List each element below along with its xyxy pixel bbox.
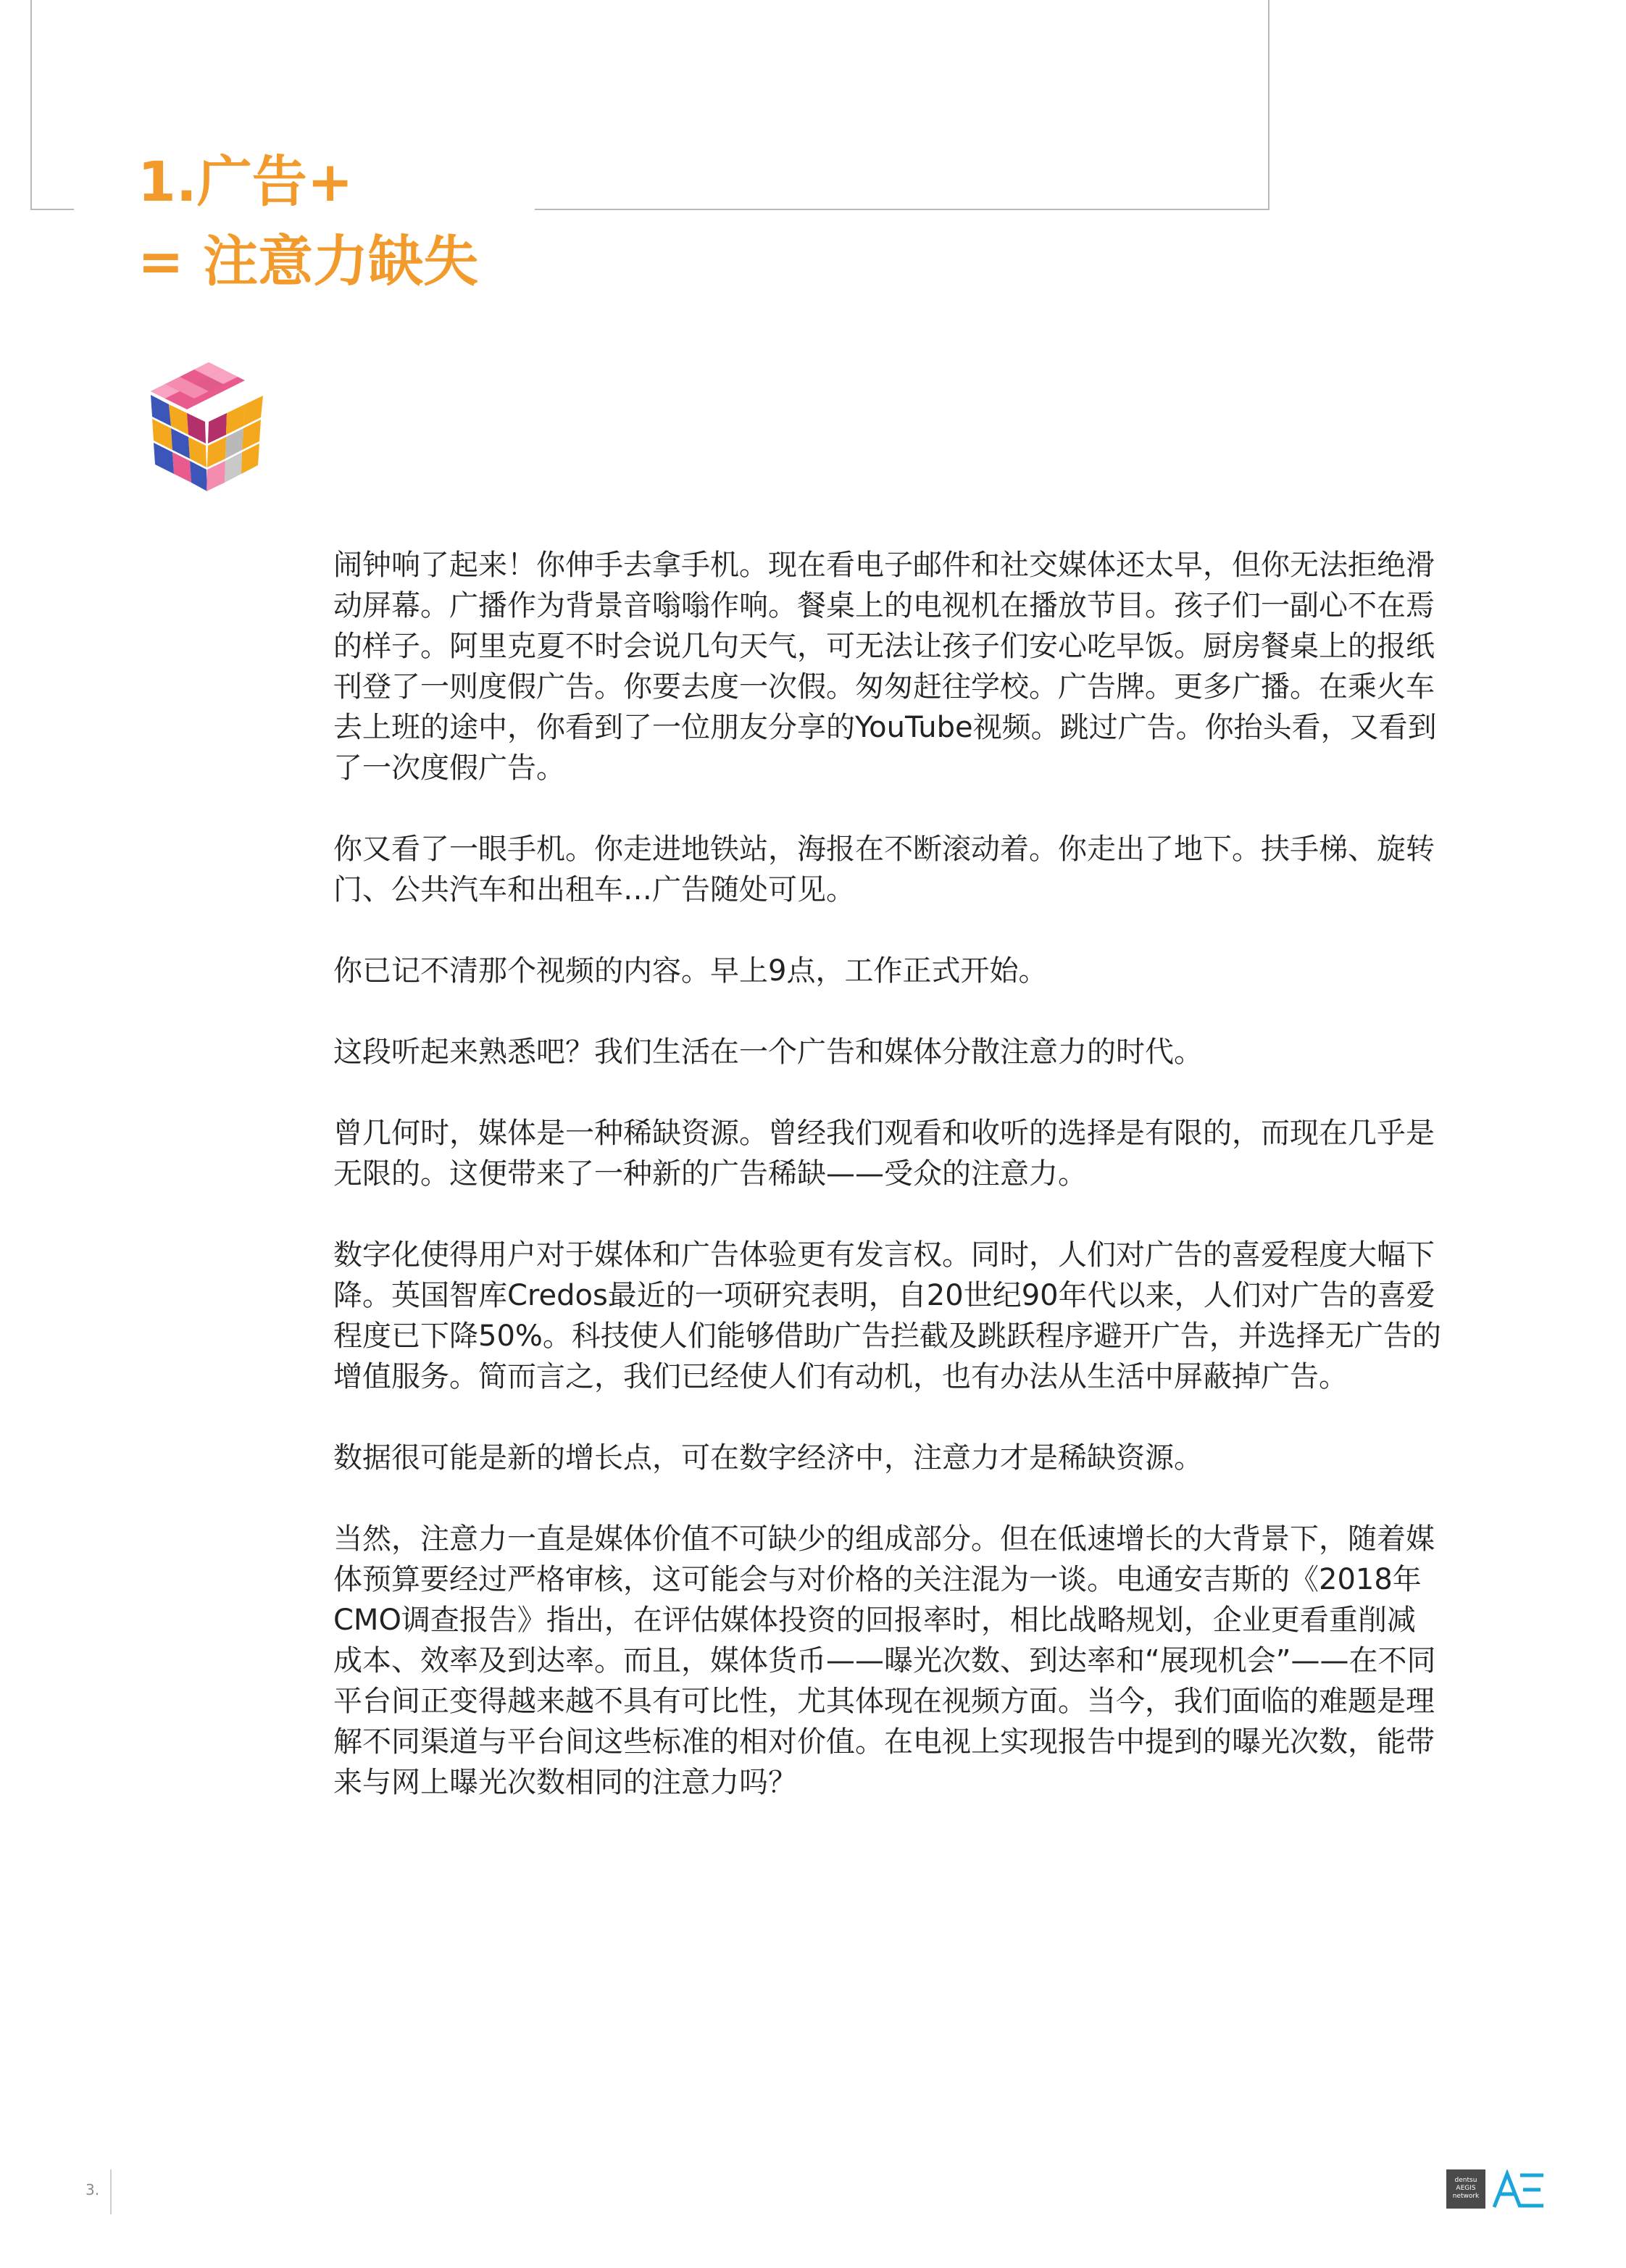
paragraph: 当然，注意力一直是媒体价值不可缺少的组成部分。但在低速增长的大背景下，随着媒体预算要经过严格审核，这可能会与对价格的关注混为一谈。电通安吉斯的《2018年CMO调查报告》指出，在评估媒体投资的回报率时，相比战略规划，企业更看重削减成本、效率及到达率。而且，媒体货币——曝光次数、到达率和“展现机会”——在不同平台间正变得越来越不具有可比性，尤其体现在视频方面。当今，我们面临的难题是理解不同渠道与平台间这些标准的相对价值。在电视上实现报告中提到的曝光次数，能带来与网上曝光次数相同的注意力吗？ [333,1522,1436,1799]
logo-text: AEGIS [1456,2185,1476,2192]
page-number: 3. [86,2181,100,2198]
page-title [138,142,478,301]
ae-logo-icon [1491,2169,1549,2210]
title-line-1: 1.广告+ [138,149,354,214]
paragraph: 这段听起来熟悉吧？我们生活在一个广告和媒体分散注意力的时代。 [333,1035,1203,1069]
paragraph: 数字化使得用户对于媒体和广告体验更有发言权。同时，人们对广告的喜爱程度大幅下降。英国智库Credos最近的一项研究表明，自20世纪90年代以来，人们对广告的喜爱程度已下降50%。科技使人们能够借助广告拦截及跳跃程序避开广告，并选择无广告的增值服务。简而言之，我们已经使人们有动机，也有办法从生活中屏蔽掉广告。 [333,1238,1441,1393]
dentsu-aegis-logo [1446,2169,1485,2209]
article-body [333,545,1442,1843]
footer-divider [110,2169,112,2214]
logo-text: dentsu [1454,2177,1477,2184]
paragraph: 你又看了一眼手机。你走进地铁站，海报在不断滚动着。你走出了地下。扶手梯、旋转门、公共汽车和出租车…广告随处可见。 [333,833,1435,906]
rubiks-cube-icon [136,341,303,536]
paragraph: 闹钟响了起来！你伸手去拿手机。现在看电子邮件和社交媒体还太早，但你无法拒绝滑动屏幕。广播作为背景音嗡嗡作响。餐桌上的电视机在播放节目。孩子们一副心不在焉的样子。阿里克夏不时会说几句天气，可无法让孩子们安心吃早饭。厨房餐桌上的报纸刊登了一则度假广告。你要去度一次假。匆匆赶往学校。广告牌。更多广播。在乘火车去上班的途中，你看到了一位朋友分享的YouTube视频。跳过广告。你抬头看，又看到了一次度假广告。 [333,549,1437,785]
title-line-2: = 注意力缺失 [138,229,479,293]
logo-text: network [1452,2193,1480,2200]
paragraph: 数据很可能是新的增长点，可在数字经济中，注意力才是稀缺资源。 [333,1441,1203,1475]
paragraph: 曾几何时，媒体是一种稀缺资源。曾经我们观看和收听的选择是有限的，而现在几乎是无限的。这便带来了一种新的广告稀缺——受众的注意力。 [333,1117,1435,1191]
paragraph: 你已记不清那个视频的内容。早上9点，工作正式开始。 [333,954,1048,988]
